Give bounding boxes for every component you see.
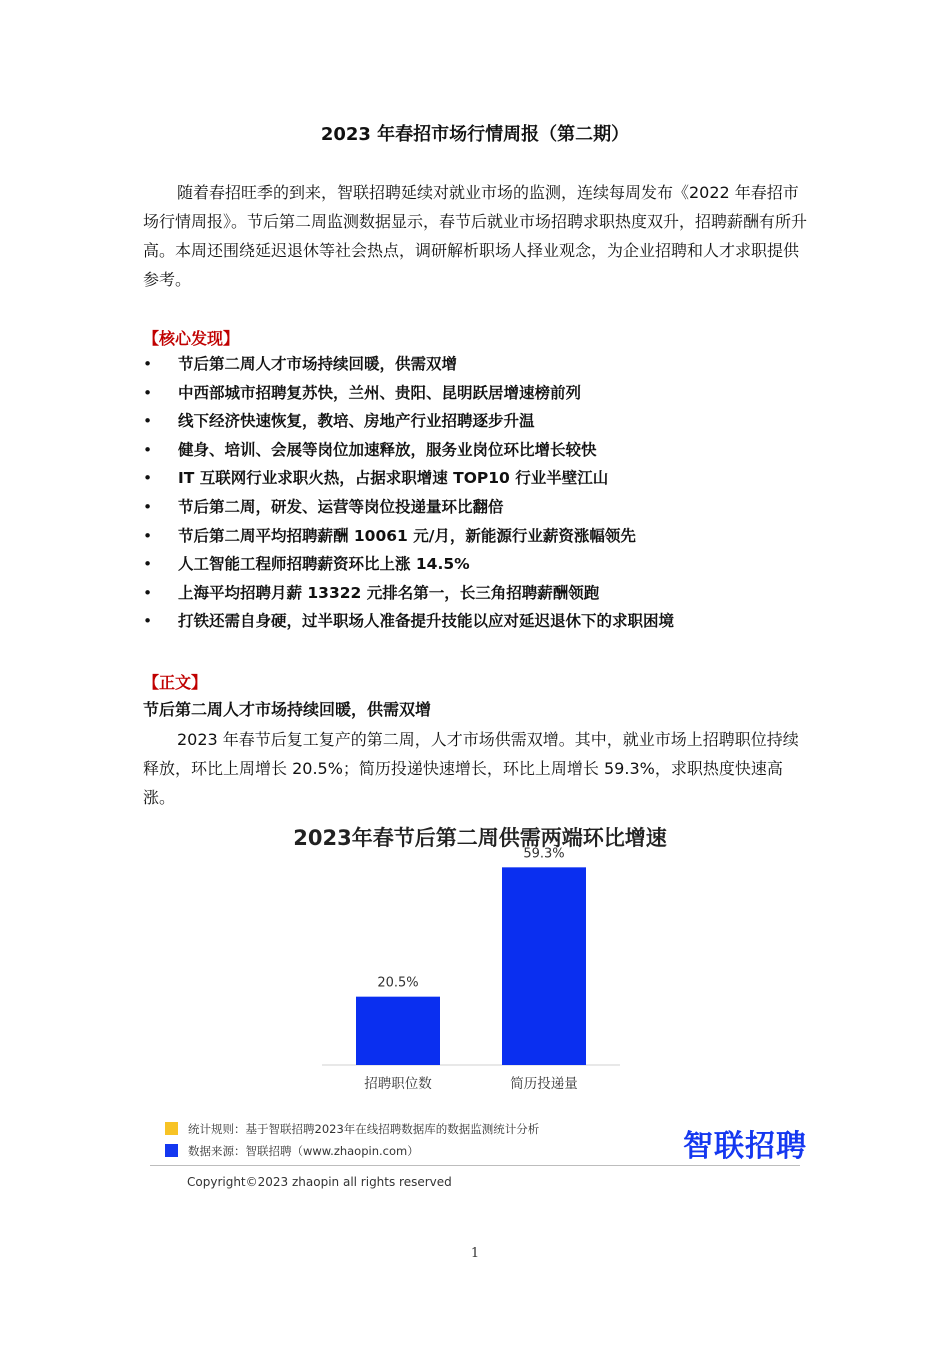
findings-list xyxy=(143,350,823,636)
bullet-icon: • xyxy=(143,555,153,574)
data-label-2: 59.3% xyxy=(523,846,565,862)
zhaopin-logo: 智联招聘 xyxy=(683,1129,807,1164)
category-label-1: 招聘职位数 xyxy=(364,1076,432,1092)
finding-item: • 节后第二周，研发、运营等岗位投递量环比翻倍 xyxy=(143,493,823,522)
finding-item: • 健身、培训、会展等岗位加速释放，服务业岗位环比增长较快 xyxy=(143,436,823,465)
bullet-icon: • xyxy=(143,612,153,631)
bullet-icon: • xyxy=(143,526,153,545)
body-paragraph: 2023 年春节后复工复产的第二周，人才市场供需双增。其中，就业市场上招聘职位持续释放，环比上周增长 20.5%；简历投递快速增长，环比上周增长 59.3%，求职热度快速高涨。 xyxy=(143,730,799,807)
chart-title: 2023年春节后第二周供需两端环比增速 xyxy=(293,826,667,850)
stat-rule-note: 统计规则：基于智联招聘2023年在线招聘数据库的数据监测统计分析 xyxy=(165,1121,539,1137)
yellow-square-icon xyxy=(165,1122,178,1135)
figure-divider xyxy=(150,1165,800,1166)
page-number: 1 xyxy=(470,1246,480,1261)
bar-2 xyxy=(502,867,586,1065)
finding-item: • 节后第二周平均招聘薪酬 10061 元/月，新能源行业薪资涨幅领先 xyxy=(143,522,823,551)
bullet-icon: • xyxy=(143,583,153,602)
bullet-icon: • xyxy=(143,440,153,459)
bar-1 xyxy=(356,997,440,1065)
body-heading: 【正文】 xyxy=(143,673,208,692)
finding-item: • IT 互联网行业求职火热，占据求职增速 TOP10 行业半壁江山 xyxy=(143,464,823,493)
findings-heading: 【核心发现】 xyxy=(143,329,240,348)
data-label-1: 20.5% xyxy=(377,975,419,991)
copyright-text: Copyright©2023 zhaopin all rights reserved xyxy=(187,1175,452,1189)
bullet-icon: • xyxy=(143,412,153,431)
finding-item: • 中西部城市招聘复苏快，兰州、贵阳、昆明跃居增速榜前列 xyxy=(143,379,823,408)
bullet-icon: • xyxy=(143,355,153,373)
section-subheading: 节后第二周人才市场持续回暖，供需双增 xyxy=(143,700,432,719)
bullet-icon: • xyxy=(143,383,153,402)
finding-item: • 打铁还需自身硬，过半职场人准备提升技能以应对延迟退休下的求职困境 xyxy=(143,607,823,636)
bullet-icon: • xyxy=(143,497,153,516)
data-source-note: 数据来源：智联招聘（www.zhaopin.com） xyxy=(165,1143,419,1159)
document-title: 2023 年春招市场行情周报（第二期） xyxy=(320,124,630,145)
category-label-2: 简历投递量 xyxy=(510,1076,578,1092)
finding-item: • 上海平均招聘月薪 13322 元排名第一，长三角招聘薪酬领跑 xyxy=(143,579,823,608)
finding-item: • 人工智能工程师招聘薪资环比上涨 14.5% xyxy=(143,550,823,579)
finding-item: • 节后第二周人才市场持续回暖，供需双增 xyxy=(143,350,823,379)
blue-square-icon xyxy=(165,1144,178,1157)
finding-item: • 线下经济快速恢复，教培、房地产行业招聘逐步升温 xyxy=(143,407,823,436)
bullet-icon: • xyxy=(143,469,153,488)
intro-paragraph: 随着春招旺季的到来，智联招聘延续对就业市场的监测，连续每周发布《2022 年春招市场行情周报》。节后第二周监测数据显示，春节后就业市场招聘求职热度双升，招聘薪酬有所升高。本周还围绕延迟退休等社会热点，调研解析职场人择业观念，为企业招聘和人才求职提供参考。 xyxy=(143,183,808,289)
